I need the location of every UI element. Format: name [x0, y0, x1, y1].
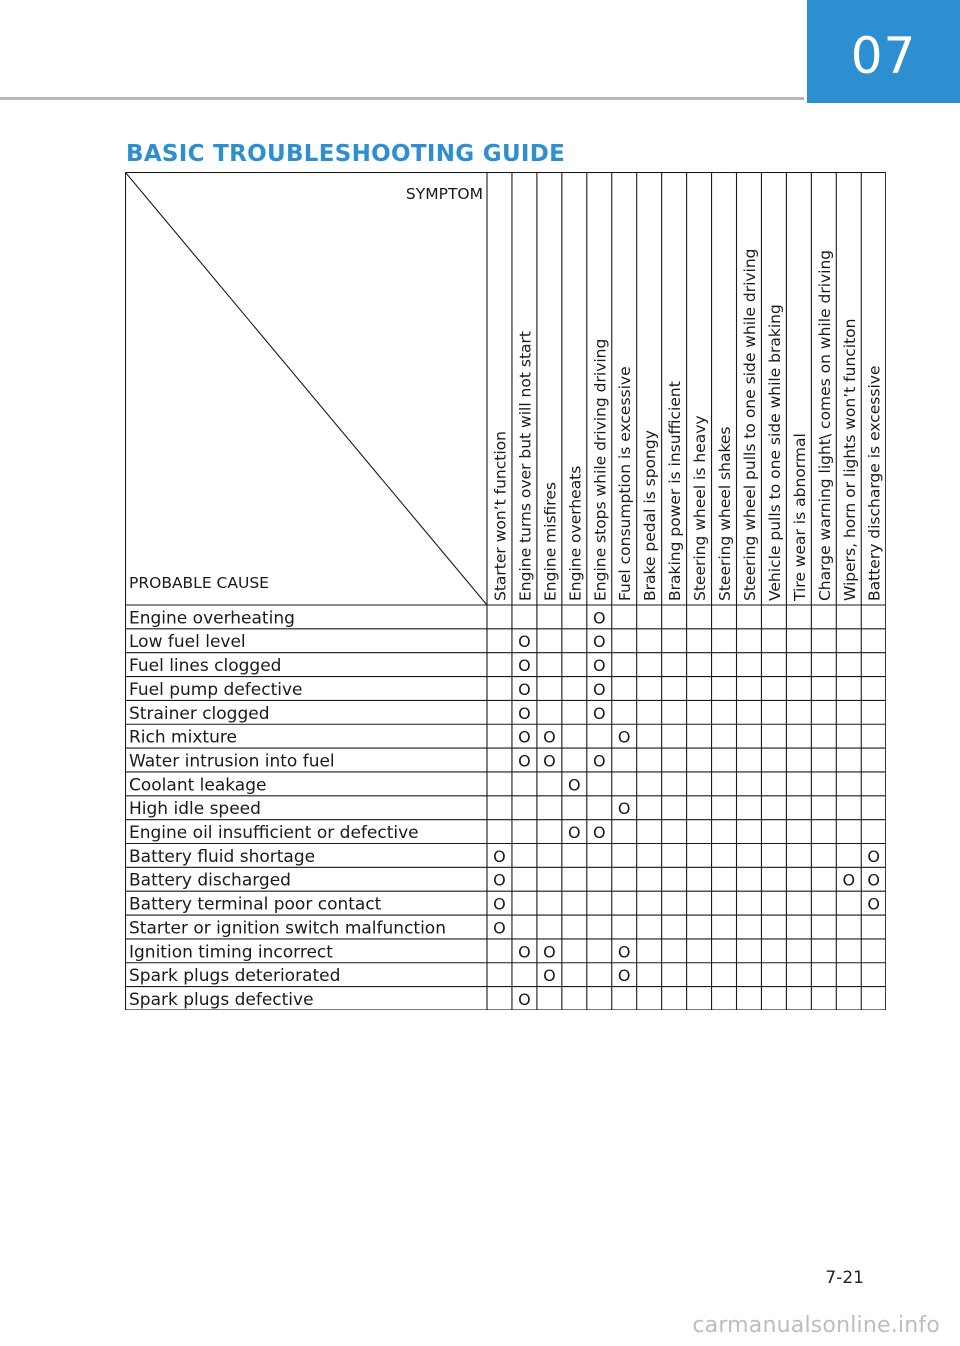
- cause-mark: O: [493, 870, 506, 890]
- cause-label: Battery terminal poor contact: [129, 894, 382, 915]
- symptom-header: Braking power is insufficient: [666, 381, 685, 601]
- cause-label: Fuel lines clogged: [129, 656, 282, 677]
- watermark: carmanualsonline.info: [692, 1313, 940, 1338]
- cause-mark: O: [493, 894, 506, 914]
- cause-mark: O: [867, 846, 881, 866]
- symptom-header: Wipers, horn or lights won’t funciton: [840, 318, 859, 601]
- cause-mark: O: [592, 656, 606, 676]
- symptom-corner-label: SYMPTOM: [405, 185, 483, 203]
- cause-mark: O: [617, 966, 631, 986]
- cause-label: Battery discharged: [129, 870, 291, 891]
- cause-mark: O: [543, 751, 556, 771]
- cause-mark: O: [518, 703, 531, 723]
- cause-label: Spark plugs defective: [129, 989, 314, 1010]
- cause-label: Battery fluid shortage: [129, 846, 316, 867]
- cause-label: Engine overheating: [129, 608, 295, 629]
- cause-mark: O: [592, 679, 606, 699]
- chapter-number: 07: [850, 26, 917, 85]
- cause-label: Engine oil insufficient or defective: [129, 823, 419, 843]
- symptom-header: Battery discharge is excessive: [865, 365, 884, 601]
- cause-mark: O: [617, 942, 631, 962]
- symptom-header: Engine turns over but will not start: [516, 331, 535, 601]
- cause-mark: O: [867, 870, 881, 890]
- cause-mark: O: [568, 823, 581, 842]
- symptom-header: Steering wheel pulls to one side while driving: [740, 248, 759, 601]
- cause-mark: O: [543, 942, 556, 962]
- symptom-header: Engine overheats: [566, 465, 585, 601]
- cause-mark: O: [518, 679, 531, 699]
- cause-mark: O: [518, 727, 531, 747]
- cause-label: Strainer clogged: [129, 703, 270, 724]
- symptom-header: Engine stops while driving driving: [591, 338, 610, 601]
- cause-mark: O: [592, 703, 606, 723]
- symptom-header: Tire wear is abnormal: [790, 433, 809, 601]
- cause-label: Low fuel level: [129, 632, 246, 653]
- cause-mark: O: [592, 823, 606, 842]
- cause-mark: O: [518, 942, 531, 962]
- cause-label: High idle speed: [129, 799, 261, 820]
- cause-mark: O: [867, 894, 881, 914]
- cause-mark: O: [543, 727, 556, 747]
- cause-mark: O: [518, 989, 531, 1009]
- cause-mark: O: [592, 608, 606, 628]
- page-title: BASIC TROUBLESHOOTING GUIDE: [126, 141, 566, 167]
- symptom-header: Fuel consumption is excessive: [616, 366, 635, 601]
- corner-diagonal: [126, 173, 488, 606]
- symptom-header: Steering wheel shakes: [716, 426, 735, 601]
- cause-mark: O: [493, 918, 506, 938]
- cause-label: Spark plugs deteriorated: [129, 966, 341, 987]
- cause-mark: O: [592, 751, 606, 771]
- symptom-header: Brake pedal is spongy: [641, 430, 660, 601]
- symptom-header: Steering wheel is heavy: [691, 415, 710, 601]
- cause-mark: O: [617, 727, 631, 747]
- cause-label: Ignition timing incorrect: [129, 942, 333, 963]
- symptom-header: Vehicle pulls to one side while braking: [765, 304, 784, 601]
- cause-mark: O: [617, 799, 631, 819]
- symptom-header: Starter won’t function: [491, 431, 510, 601]
- cause-label: Coolant leakage: [129, 775, 267, 796]
- cause-mark: O: [493, 846, 506, 866]
- probable-cause-corner-label: PROBABLE CAUSE: [129, 574, 269, 592]
- page-number: 7-21: [825, 1268, 864, 1288]
- cause-label: Water intrusion into fuel: [129, 751, 335, 772]
- cause-mark: O: [518, 632, 531, 652]
- cause-mark: O: [568, 775, 581, 795]
- chapter-tab: [807, 0, 960, 103]
- cause-mark: O: [592, 632, 606, 652]
- header-rule: [0, 97, 804, 100]
- troubleshooting-table: [125, 172, 886, 1010]
- cause-mark: O: [518, 656, 531, 676]
- cause-mark: O: [518, 751, 531, 771]
- cause-mark: O: [543, 966, 556, 986]
- symptom-header: Charge warning light\ comes on while driving: [815, 249, 834, 601]
- cause-label: Rich mixture: [129, 727, 237, 748]
- cause-label: Fuel pump defective: [129, 679, 303, 700]
- cause-label: Starter or ignition switch malfunction: [129, 918, 446, 939]
- symptom-header: Engine misfires: [541, 482, 560, 601]
- cause-mark: O: [842, 870, 856, 890]
